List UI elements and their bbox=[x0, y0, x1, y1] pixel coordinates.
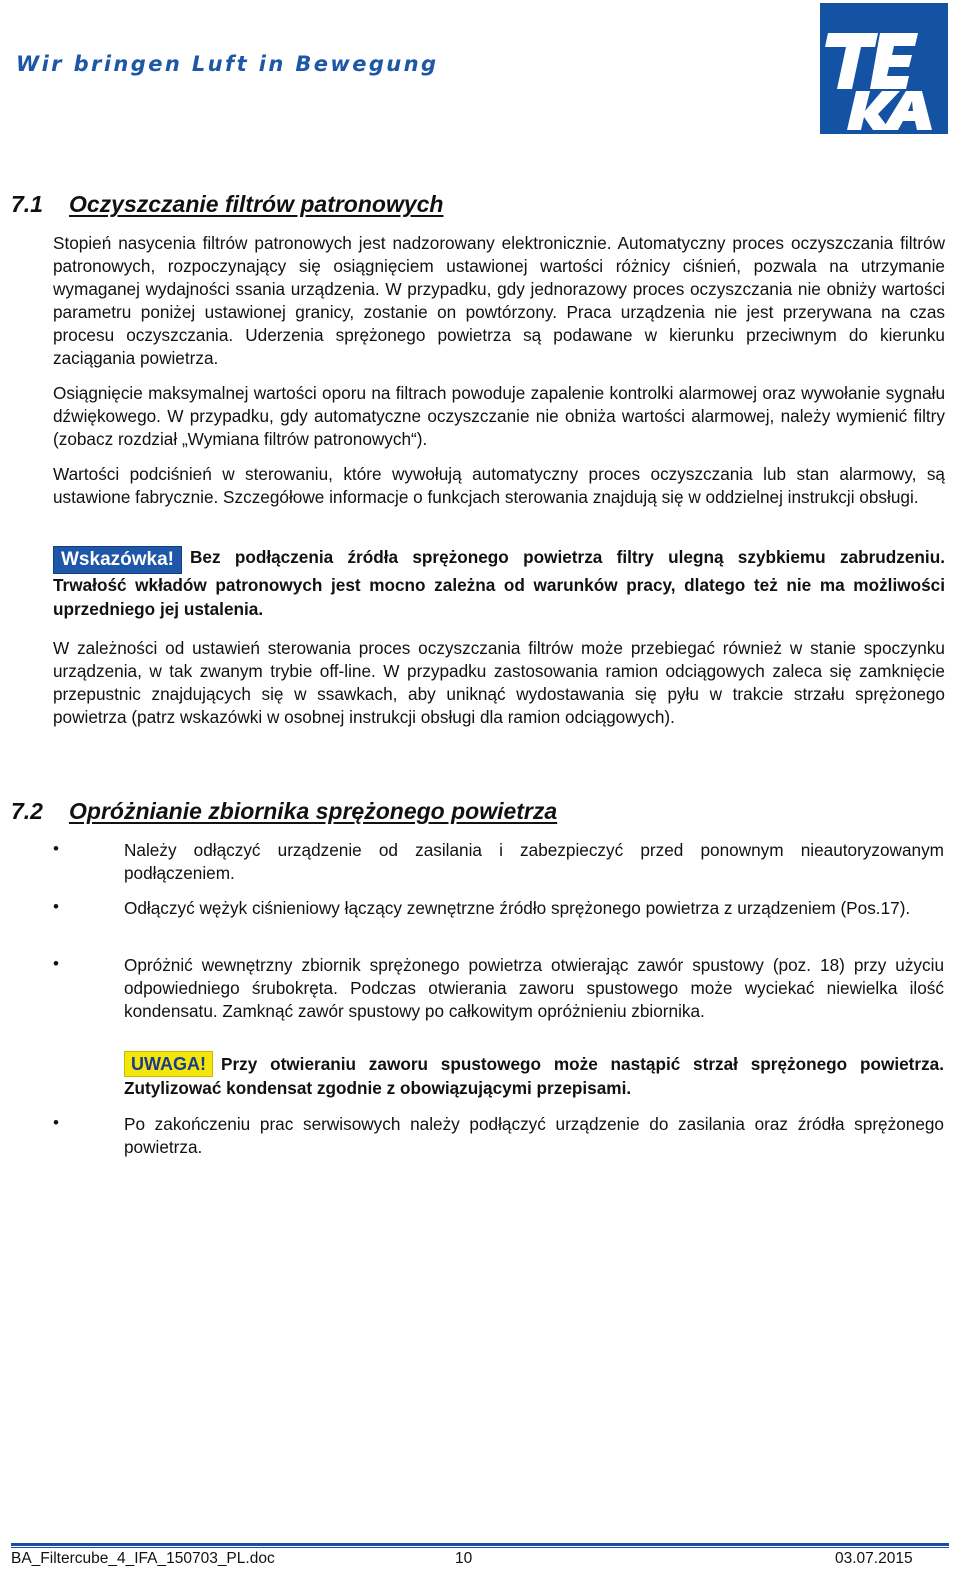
footer-page-number: 10 bbox=[455, 1550, 473, 1567]
bullet-icon: • bbox=[53, 954, 59, 973]
section-number: 7.1 bbox=[11, 191, 43, 217]
paragraph: Osiągnięcie maksymalnej wartości oporu na filtrach powoduje zapalenie kontrolki alarmowej oraz wywołanie sygnału dźwiękowego. W przypadku, gdy automatyczne oczyszczanie nie obniża wartości alarmowej, należy wymienić filtry (zobacz rozdział „Wymiana filtrów patronowych“). bbox=[53, 383, 945, 449]
section-heading bbox=[11, 798, 557, 825]
list-item: Należy odłączyć urządzenie od zasilania i zabezpieczyć przed ponownym nieautoryzowanym podłączeniem. bbox=[124, 840, 944, 883]
section-title: Opróżnianie zbiornika sprężonego powietrza bbox=[69, 798, 558, 824]
footer-rule bbox=[11, 1543, 949, 1546]
hint-text: Bez podłączenia źródła sprężonego powietrza filtry ulegną szybkiemu zabrudzeniu. Trwałość wkładów patronowych jest mocno zależna od warunków pracy, dlatego też nie ma możliwości uprzedniego jej ustalenia. bbox=[53, 547, 945, 619]
bullet-icon: • bbox=[53, 839, 59, 858]
paragraph: W zależności od ustawień sterowania proces oczyszczania filtrów może przebiegać również w stanie spoczynku urządzenia, w tak zwanym trybie off-line. W przypadku zastosowania ramion odciągowych zaleca się zamknięcie przepustnic znajdujących się w ssawkach, aby uniknąć wydostawania się pyłu w trakcie strzału sprężonego powietrza (patrz wskazówki w osobnej instrukcji obsługi dla ramion odciągowych). bbox=[53, 638, 945, 727]
list-item: Po zakończeniu prac serwisowych należy podłączyć urządzenie do zasilania oraz źródła sprężonego powietrza. bbox=[124, 1114, 944, 1157]
teka-logo-graphic bbox=[820, 3, 948, 134]
hint-block bbox=[53, 546, 945, 621]
footer-filename: BA_Filtercube_4_IFA_150703_PL.doc bbox=[11, 1550, 275, 1567]
paragraph: Stopień nasycenia filtrów patronowych jest nadzorowany elektronicznie. Automatyczny proces oczyszczania filtrów patronowych, rozpoczynający się osiągnięciem ustawionej wartości różnicy ciśnień, pozwala na utrzymanie wymaganej wydajności ssania urządzenia. W przypadku, gdy jednorazowy proces oczyszczania nie obniży wartości parametru poniżej ustawionej granicy, zostanie on powtórzony. Praca urządzenia nie jest przerywana na czas procesu oczyszczania. Uderzenia sprężonego powietrza są podawane w kierunku przeciwnym do kierunku zaciągania powietrza. bbox=[53, 233, 945, 368]
footer-date: 03.07.2015 bbox=[835, 1550, 913, 1567]
warning-text: Przy otwieraniu zaworu spustowego może nastąpić strzał sprężonego powietrza. Zutylizować kondensat zgodnie z obowiązującymi przepisami. bbox=[124, 1054, 944, 1098]
footer-rule bbox=[11, 1547, 949, 1548]
section-title: Oczyszczanie filtrów patronowych bbox=[69, 191, 444, 217]
section-heading bbox=[11, 191, 443, 218]
company-tagline: Wir bringen Luft in Bewegung bbox=[16, 52, 439, 76]
warning-badge: UWAGA! bbox=[124, 1051, 213, 1077]
bullet-icon: • bbox=[53, 1113, 59, 1132]
teka-logo bbox=[820, 3, 948, 134]
section-number: 7.2 bbox=[11, 798, 43, 824]
bullet-icon: • bbox=[53, 897, 59, 916]
hint-badge: Wskazówka! bbox=[53, 546, 182, 574]
paragraph: Wartości podciśnień w sterowaniu, które wywołują automatyczny proces oczyszczania lub stan alarmowy, są ustawione fabrycznie. Szczegółowe informacje o funkcjach sterowania znajdują się w oddzielnej instrukcji obsługi. bbox=[53, 464, 945, 507]
list-item: Opróżnić wewnętrzny zbiornik sprężonego powietrza otwierając zawór spustowy (poz. 18) przy użyciu odpowiedniego śrubokręta. Podczas otwierania zaworu spustowego może wyciekać niewielka ilość kondensatu. Zamknąć zawór spustowy po całkowitym opróżnieniu zbiornika. bbox=[124, 955, 944, 1021]
list-item: Odłączyć wężyk ciśnieniowy łączący zewnętrzne źródło sprężonego powietrza z urządzeniem (Pos.17). bbox=[124, 898, 911, 918]
warning-block bbox=[124, 1051, 944, 1101]
